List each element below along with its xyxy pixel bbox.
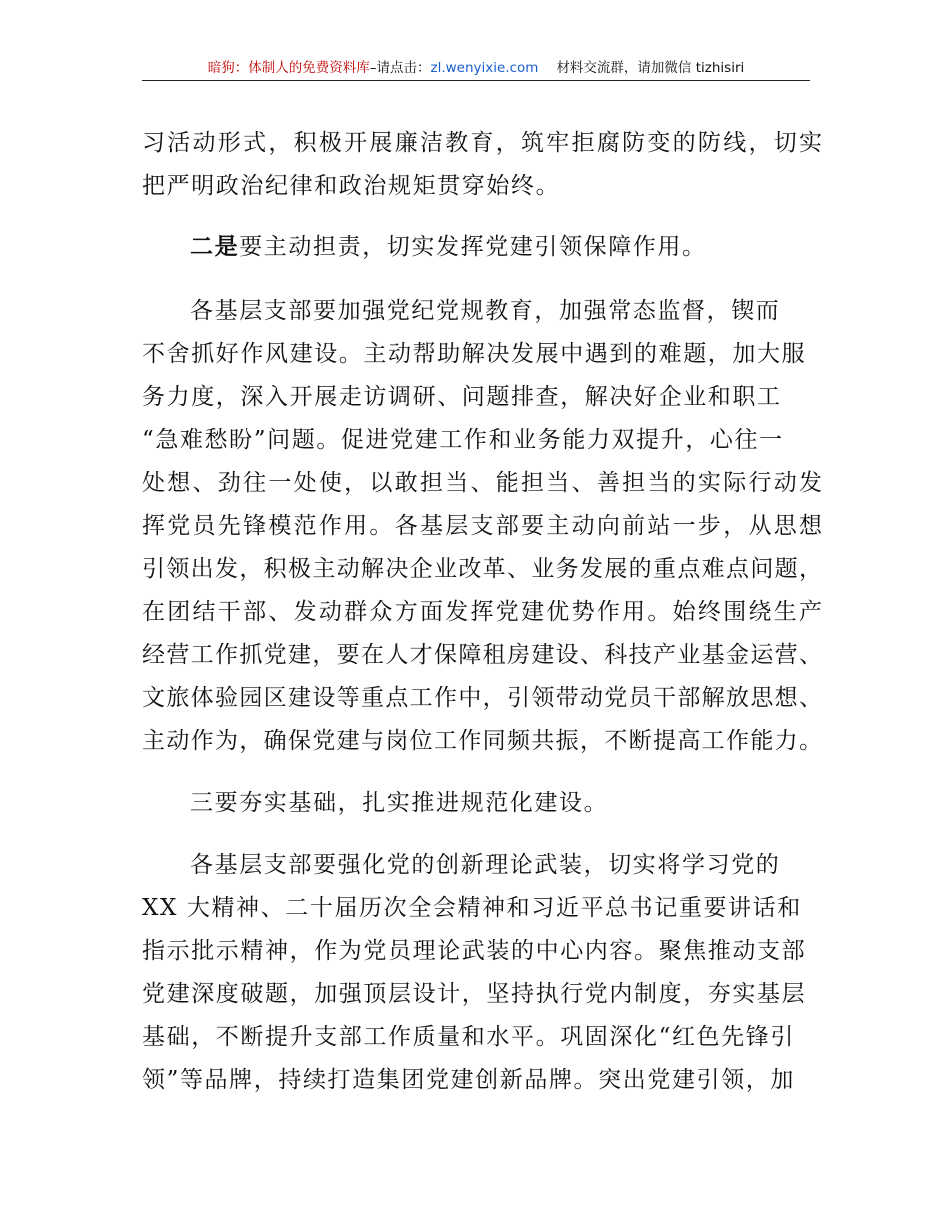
section-heading-2-text: 要主动担责，切实发挥党建引领保障作用。 xyxy=(239,234,707,260)
page-header xyxy=(142,58,810,81)
body-line: 挥党员先锋模范作用。各基层支部要主动向前站一步，从思想 xyxy=(142,513,822,539)
section-heading-2-label: 二是 xyxy=(190,233,240,260)
body-line: 处想、劲往一处使，以敢担当、能担当、善担当的实际行动发 xyxy=(142,470,822,496)
body-line: 习活动形式，积极开展廉洁教育，筑牢拒腐防变的防线，切实 xyxy=(142,130,822,156)
body-line: 不舍抓好作风建设。主动帮助解决发展中遇到的难题，加大服 xyxy=(142,341,807,367)
body-line: 指示批示精神，作为党员理论武装的中心内容。聚焦推动支部 xyxy=(142,938,807,964)
body-line: 把严明政治纪律和政治规矩贯穿始终。 xyxy=(142,173,561,199)
body-line: 领”等品牌，持续打造集团党建创新品牌。突出党建引领，加 xyxy=(142,1067,795,1093)
body-line: 引领出发，积极主动解决企业改革、业务发展的重点难点问题， xyxy=(142,556,822,582)
body-line: 基础，不断提升支部工作质量和水平。巩固深化“红色先锋引 xyxy=(142,1024,795,1050)
body-line: 务力度，深入开展走访调研、问题排查，解决好企业和职工 xyxy=(142,384,782,410)
header-click-prompt: –请点击： xyxy=(369,60,431,76)
header-wechat-note: 材料交流群，请加微信 tizhisiri xyxy=(556,60,745,76)
body-line: 在团结干部、发动群众方面发挥党建优势作用。始终围绕生产 xyxy=(142,599,822,625)
header-site-name: 暗狗：体制人的免费资料库 xyxy=(207,60,370,76)
body-line: “急难愁盼”问题。促进党建工作和业务能力双提升，心往一 xyxy=(142,427,784,453)
body-line: 主动作为，确保党建与岗位工作同频共振，不断提高工作能力。 xyxy=(142,728,822,754)
section-heading-2 xyxy=(190,230,707,264)
body-line: 文旅体验园区建设等重点工作中，引领带动党员干部解放思想、 xyxy=(142,685,822,711)
header-site-link[interactable]: zl.wenyixie.com xyxy=(430,60,539,76)
body-line: 各基层支部要强化党的创新理论武装，切实将学习党的 xyxy=(190,852,781,878)
body-line: 各基层支部要加强党纪党规教育，加强常态监督，锲而 xyxy=(190,298,781,324)
body-line: 党建深度破题，加强顶层设计，坚持执行党内制度，夯实基层 xyxy=(142,981,807,1007)
body-line: XX 大精神、二十届历次全会精神和习近平总书记重要讲话和 xyxy=(142,895,802,921)
body-line: 经营工作抓党建，要在人才保障租房建设、科技产业基金运营、 xyxy=(142,642,822,668)
section-heading-3: 三要夯实基础，扎实推进规范化建设。 xyxy=(190,790,609,816)
